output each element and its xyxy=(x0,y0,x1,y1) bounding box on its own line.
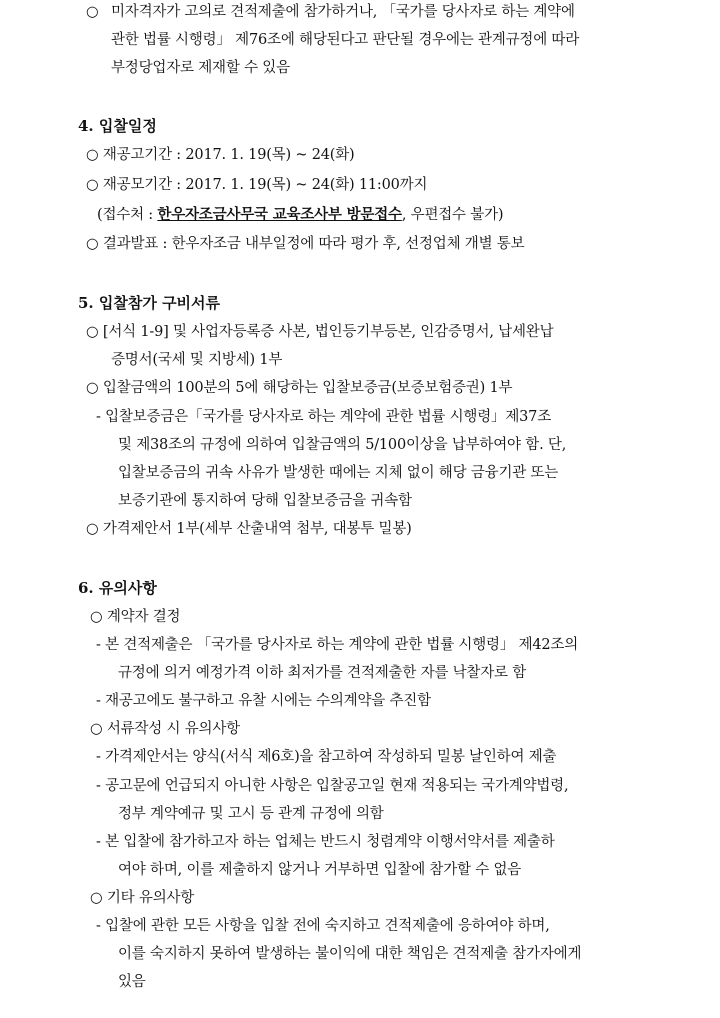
section-6-group-2-c-line-2: 여야 하며, 이를 제출하지 않거나 거부하면 입찰에 참가할 수 없음 xyxy=(118,862,522,878)
section-4-item-2: ○ 재공모기간 : 2017. 1. 19(목) ~ 24(화) 11:00까지 xyxy=(86,177,428,193)
section-4-item-3: ○ 결과발표 : 한우자조금 내부일정에 따라 평가 후, 선정업체 개별 통보 xyxy=(86,236,525,252)
section-5-item-2: ○ 입찰금액의 100분의 5에 해당하는 입찰보증금(보증보험증권) 1부 xyxy=(86,380,513,396)
section-6-group-1-title: ○ 계약자 결정 xyxy=(90,609,181,625)
section-5-item-1-line-1: ○ [서식 1-9] 및 사업자등록증 사본, 법인등기부등본, 인감증명서, 납세완납 xyxy=(86,324,554,340)
section-5-item-3: ○ 가격제안서 1부(세부 산출내역 첨부, 대봉투 밀봉) xyxy=(86,521,412,537)
section-6-group-1-a-line-2: 규정에 의거 예정가격 이하 최저가를 견적제출한 자를 낙찰자로 함 xyxy=(118,665,527,681)
section-6-group-2-title: ○ 서류작성 시 유의사항 xyxy=(90,721,240,737)
note-suffix: , 우편접수 불가) xyxy=(401,207,504,223)
section-6-group-1-b: - 재공고에도 불구하고 유찰 시에는 수의계약을 추진함 xyxy=(96,693,431,709)
intro-line-2: 관한 법률 시행령」 제76조에 해당된다고 판단될 경우에는 관계규정에 따라 xyxy=(111,32,580,48)
intro-bullet: ○ xyxy=(86,4,99,20)
section-5-sub-line-4: 보증기관에 통지하여 당해 입찰보증금을 귀속함 xyxy=(118,493,412,509)
section-6-group-2-b-line-1: - 공고문에 언급되지 아니한 사항은 입찰공고일 현재 적용되는 국가계약법령, xyxy=(96,778,569,794)
intro-line-3: 부정당업자로 제재할 수 있음 xyxy=(111,60,290,76)
section-5-heading: 5. 입찰참가 구비서류 xyxy=(78,294,221,312)
section-6-group-2-b-line-2: 정부 계약예규 및 고시 등 관계 규정에 의함 xyxy=(118,806,384,822)
section-5-item-1-line-2: 증명서(국세 및 지방세) 1부 xyxy=(111,352,283,368)
section-5-sub-line-3: 입찰보증금의 귀속 사유가 발생한 때에는 지체 없이 해당 금융기관 또는 xyxy=(118,465,559,481)
section-5-sub-line-1: - 입찰보증금은「국가를 당사자로 하는 계약에 관한 법률 시행령」제37조 xyxy=(96,409,552,425)
section-4-heading: 4. 입찰일정 xyxy=(78,117,157,135)
section-5-sub-line-2: 및 제38조의 규정에 의하여 입찰금액의 5/100이상을 납부하여야 함. 단, xyxy=(118,437,567,453)
section-6-group-3-a-line-1: - 입찰에 관한 모든 사항을 입찰 전에 숙지하고 견적제출에 응하여야 하며, xyxy=(96,918,550,934)
section-6-heading: 6. 유의사항 xyxy=(78,579,157,597)
intro-line-1: 미자격자가 고의로 견적제출에 참가하거나, 「국가를 당사자로 하는 계약에 xyxy=(111,4,575,20)
note-emphasis: 한우자조금사무국 교육조사부 방문접수 xyxy=(157,206,402,223)
section-6-group-2-c-line-1: - 본 입찰에 참가하고자 하는 업체는 반드시 청렴계약 이행서약서를 제출하 xyxy=(96,834,555,850)
section-4-note xyxy=(97,205,503,225)
section-4-item-1: ○ 재공고기간 : 2017. 1. 19(목) ~ 24(화) xyxy=(86,147,355,163)
section-6-group-3-a-line-3: 있음 xyxy=(118,974,146,990)
section-6-group-3-title: ○ 기타 유의사항 xyxy=(90,890,195,906)
section-6-group-1-a-line-1: - 본 견적제출은 「국가를 당사자로 하는 계약에 관한 법률 시행령」 제42조의 xyxy=(96,637,579,653)
note-prefix: (접수처 : xyxy=(97,207,158,223)
section-6-group-2-a: - 가격제안서는 양식(서식 제6호)을 참고하여 작성하되 밀봉 날인하여 제출 xyxy=(96,749,557,765)
section-6-group-3-a-line-2: 이를 숙지하지 못하여 발생하는 불이익에 대한 책임은 견적제출 참가자에게 xyxy=(118,946,582,962)
